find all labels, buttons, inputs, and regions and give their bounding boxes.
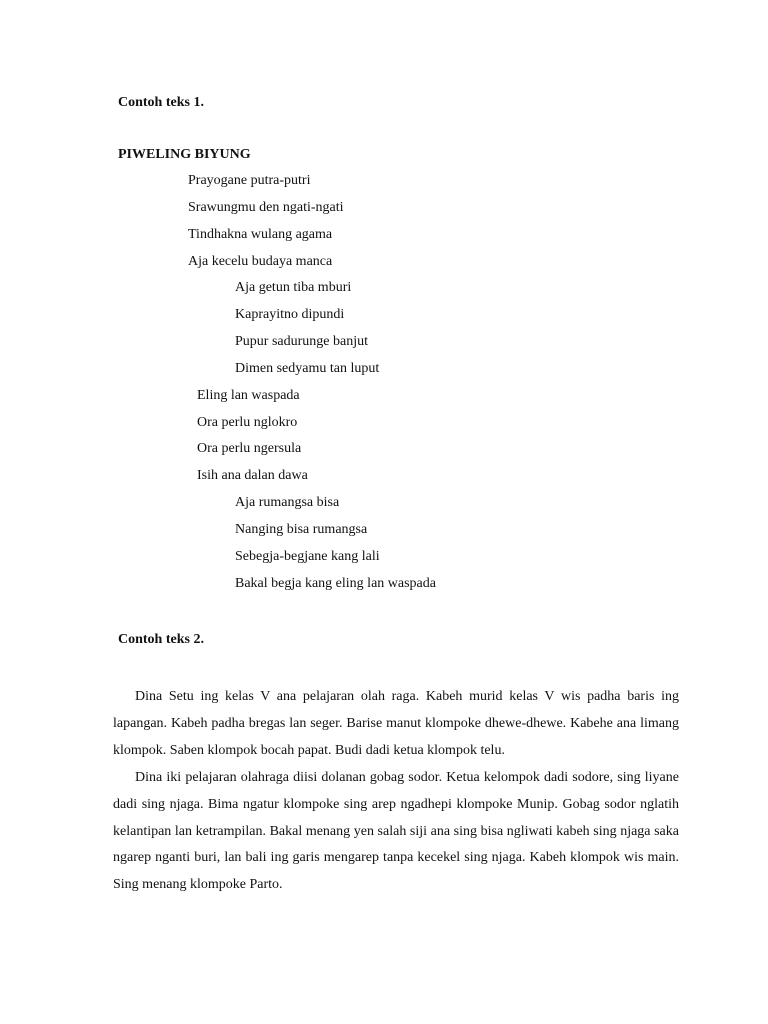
poem-line: Tindhakna wulang agama (188, 226, 333, 242)
poem-line: Aja rumangsa bisa (235, 495, 340, 511)
section-1-heading: Contoh teks 1. (118, 95, 204, 110)
section-2-body (113, 684, 679, 899)
poem-line: Sebegja-begjane kang lali (235, 548, 380, 564)
paragraph: Dina Setu ing kelas V ana pelajaran olah raga. Kabeh murid kelas V wis padha baris ing lapangan. Kabeh padha bregas lan seger. Barise manut klompoke dhewe-dhewe. Kabehe ana limang klompok. Saben klompok bocah papat. Budi dadi ketua klompok telu. (113, 689, 679, 758)
poem-line: Nanging bisa rumangsa (235, 521, 368, 537)
poem-line: Aja getun tiba mburi (235, 280, 352, 296)
poem-line: Ora perlu ngersula (197, 441, 302, 457)
poem-line: Aja kecelu budaya manca (188, 253, 333, 269)
paragraph: Dina iki pelajaran olahraga diisi dolanan gobag sodor. Ketua kelompok dadi sodore, sing liyane dadi sing njaga. Bima ngatur klompoke sing arep ngadhepi klompoke Munip. Gobag sodor nglatih kelantipan lan ketrampilan. Bakal menang yen salah siji ana sing bisa ngliwati kabeh sing njaga saka ngarep nganti buri, lan bali ing garis mengarep tanpa kecekel sing njaga. Kabeh klompok wis main. Sing menang klompoke Parto. (113, 769, 679, 893)
poem-lines (0, 172, 768, 602)
poem-line: Kaprayitno dipundi (235, 307, 345, 323)
poem-line: Srawungmu den ngati-ngati (188, 199, 344, 215)
poem-line: Prayogane putra-putri (188, 173, 311, 188)
poem-title: PIWELING BIYUNG (118, 147, 251, 162)
poem-line: Isih ana dalan dawa (197, 468, 308, 484)
section-2-heading: Contoh teks 2. (118, 632, 204, 647)
poem-line: Pupur sadurunge banjut (235, 334, 368, 350)
poem-line: Dimen sedyamu tan luput (235, 360, 380, 376)
poem-line: Bakal begja kang eling lan waspada (235, 575, 436, 591)
poem-line: Eling lan waspada (197, 387, 300, 403)
poem-line: Ora perlu nglokro (197, 414, 298, 430)
